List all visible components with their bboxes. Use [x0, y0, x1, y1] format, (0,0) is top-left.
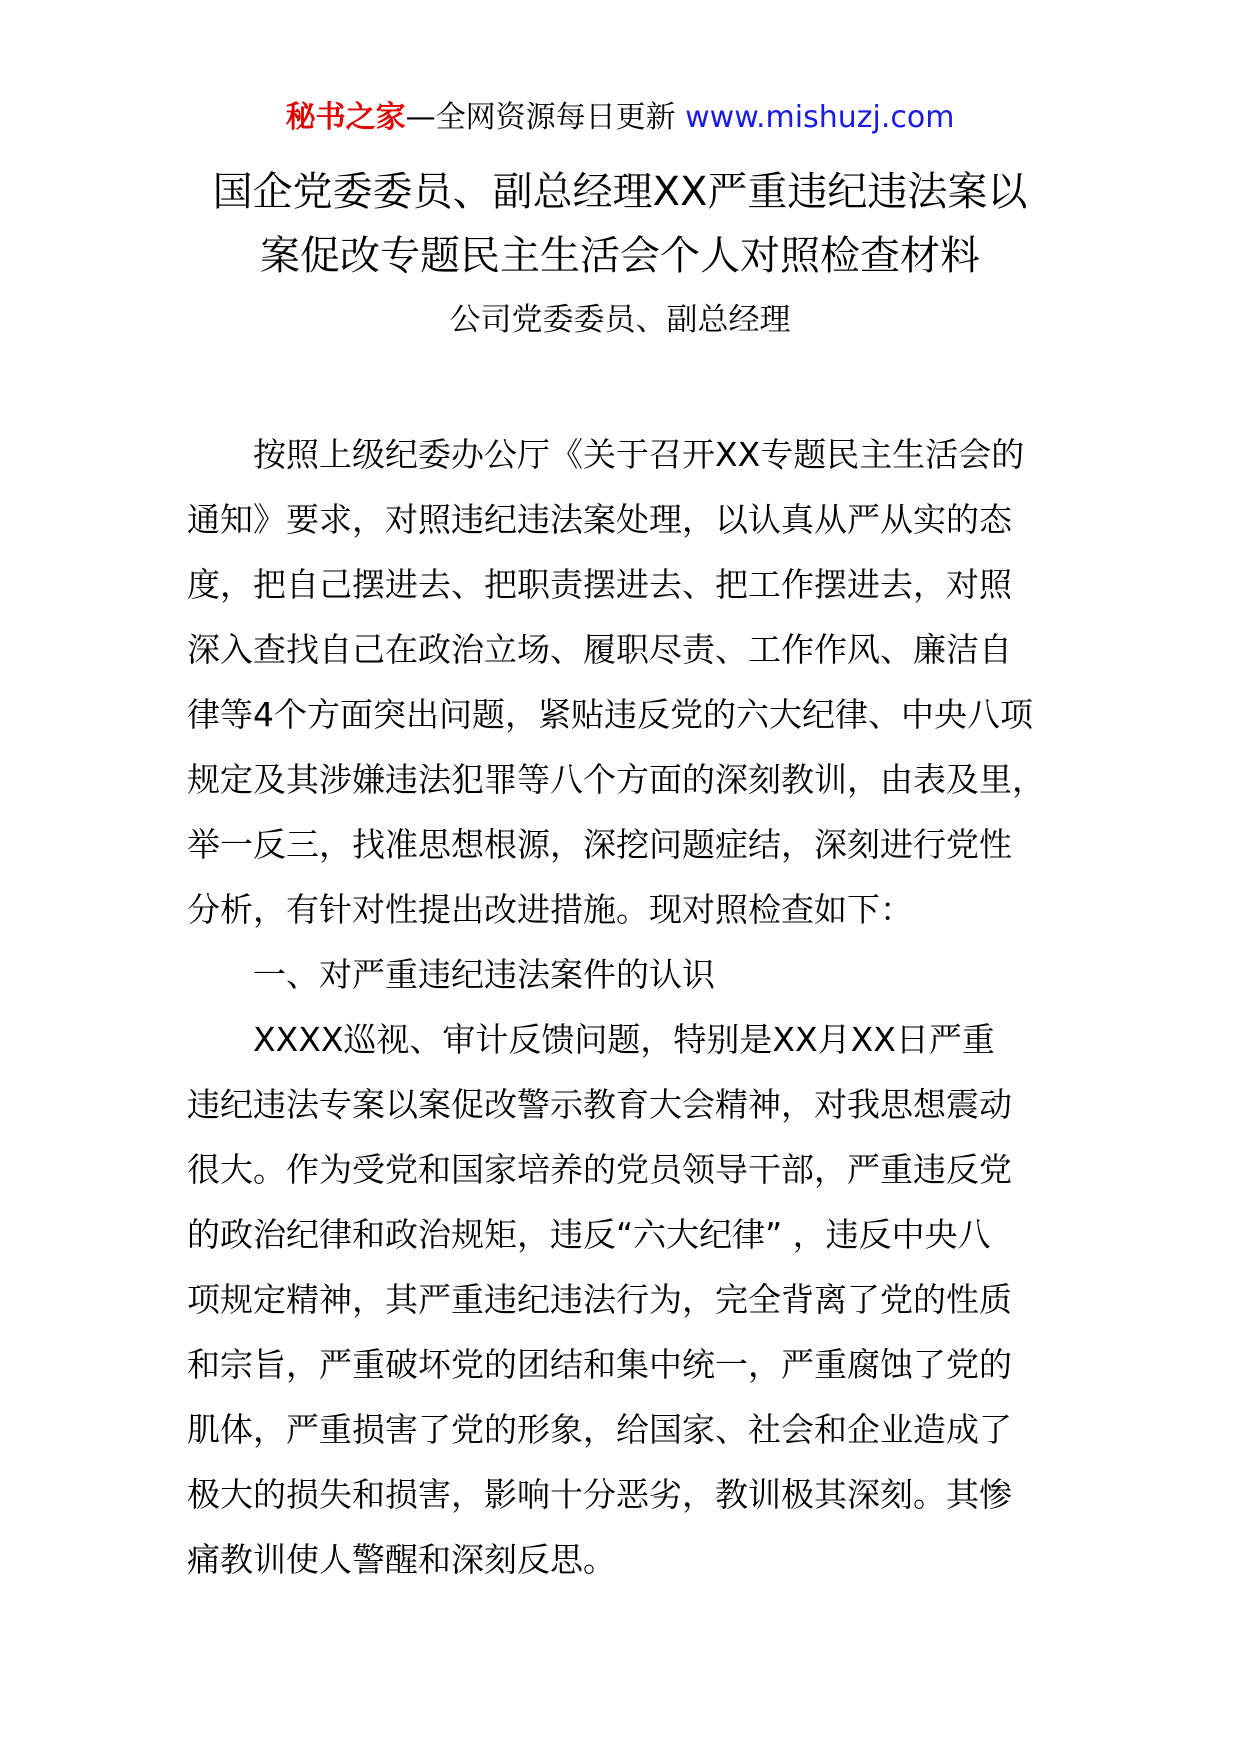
body-line: 违纪违法专案以案促改警示教育大会精神，对我思想震动: [187, 1085, 1012, 1124]
header-url-link[interactable]: www.mishuzj.com: [685, 100, 955, 135]
body-line: XXXX巡视、审计反馈问题，特别是XX月XX日严重: [253, 1020, 995, 1059]
body-line: 举一反三，找准思想根源，深挖问题症结，深刻进行党性: [187, 825, 1012, 864]
body-line: 通知》要求，对照违纪违法案处理，以认真从严从实的态: [187, 500, 1012, 539]
header-slogan: —全网资源每日更新: [405, 100, 676, 135]
body-line: 项规定精神，其严重违纪违法行为，完全背离了党的性质: [187, 1280, 1012, 1319]
body-line: 痛教训使人警醒和深刻反思。: [187, 1540, 616, 1579]
body-line: 分析，有针对性提出改进措施。现对照检查如下：: [187, 890, 913, 929]
body-line: 按照上级纪委办公厅《关于召开XX专题民主生活会的: [253, 435, 1025, 474]
section-heading: 一、对严重违纪违法案件的认识: [253, 955, 715, 994]
document-title-line-2: 案促改专题民主生活会个人对照检查材料: [260, 233, 980, 279]
body-line: 深入查找自己在政治立场、履职尽责、工作作风、廉洁自: [187, 630, 1012, 669]
body-line: 规定及其涉嫌违法犯罪等八个方面的深刻教训，由表及里，: [187, 760, 1045, 799]
body-line: 肌体，严重损害了党的形象，给国家、社会和企业造成了: [187, 1410, 1012, 1449]
body-line: 度，把自己摆进去、把职责摆进去、把工作摆进去，对照: [187, 565, 1012, 604]
body-line: 很大。作为受党和国家培养的党员领导干部，严重违反党: [187, 1150, 1012, 1189]
header-brand: 秘书之家: [285, 100, 406, 135]
document-title-line-1: 国企党委委员、副总经理XX严重违纪违法案以: [212, 169, 1028, 215]
document-body: [187, 422, 1087, 1592]
body-line: 极大的损失和损害，影响十分恶劣，教训极其深刻。其惨: [187, 1475, 1012, 1514]
site-header: [0, 98, 1240, 138]
document-author: 公司党委委员、副总经理: [449, 302, 791, 338]
body-line: 律等4个方面突出问题，紧贴违反党的六大纪律、中央八项: [187, 695, 1033, 734]
body-line: 和宗旨，严重破坏党的团结和集中统一，严重腐蚀了党的: [187, 1345, 1012, 1384]
body-line: 的政治纪律和政治规矩，违反“六大纪律” ，违反中央八: [187, 1215, 991, 1254]
